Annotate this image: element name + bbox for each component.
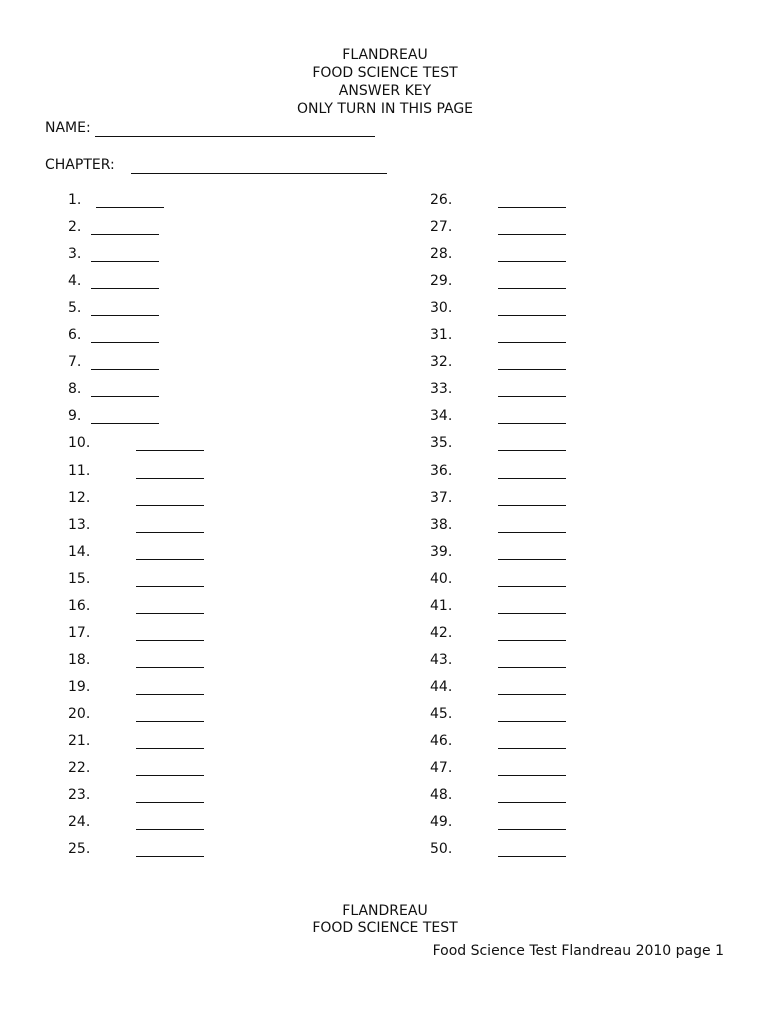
question-number: 30. <box>430 300 453 317</box>
question-number: 40. <box>430 570 453 587</box>
question-number: 6. <box>68 327 82 344</box>
question-number: 19. <box>68 678 91 695</box>
answer-blank[interactable] <box>91 288 159 289</box>
answer-blank[interactable] <box>498 396 566 397</box>
question-number: 7. <box>68 354 82 371</box>
name-label: NAME: <box>45 120 91 136</box>
test-title: FOOD SCIENCE TEST <box>312 65 458 81</box>
question-number: 21. <box>68 733 91 749</box>
question-number: 4. <box>68 273 82 290</box>
answer-blank[interactable] <box>498 694 566 695</box>
answer-blank[interactable] <box>498 342 566 343</box>
question-number: 17. <box>68 624 91 641</box>
answer-blank[interactable] <box>498 261 566 262</box>
question-number: 45. <box>430 705 453 722</box>
answer-blank[interactable] <box>498 423 566 424</box>
answer-blank[interactable] <box>91 315 159 316</box>
question-number: 27. <box>430 219 453 236</box>
question-number: 1. <box>68 192 82 208</box>
footer-test-title: FOOD SCIENCE TEST <box>312 920 458 936</box>
answer-blank[interactable] <box>91 234 159 235</box>
answer-blank[interactable] <box>136 532 204 533</box>
answer-blank[interactable] <box>136 856 204 857</box>
answer-blank[interactable] <box>498 802 566 803</box>
question-number: 22. <box>68 760 91 777</box>
question-number: 18. <box>68 651 91 668</box>
answer-blank[interactable] <box>136 829 204 830</box>
answer-blank[interactable] <box>498 829 566 830</box>
answer-blank[interactable] <box>498 667 566 668</box>
question-number: 3. <box>68 246 82 263</box>
question-number: 41. <box>430 597 453 614</box>
answer-blank[interactable] <box>136 505 204 506</box>
answer-blank[interactable] <box>136 694 204 695</box>
document-footer <box>0 903 770 937</box>
answer-blank[interactable] <box>498 532 566 533</box>
question-number: 12. <box>68 489 91 506</box>
question-number: 13. <box>68 516 91 533</box>
answer-blank[interactable] <box>136 586 204 587</box>
answer-blank[interactable] <box>498 586 566 587</box>
answer-blank[interactable] <box>498 450 566 451</box>
answer-blank[interactable] <box>136 775 204 776</box>
answer-blank[interactable] <box>498 234 566 235</box>
question-number: 20. <box>68 705 91 722</box>
question-number: 38. <box>430 516 453 533</box>
question-number: 26. <box>430 192 453 208</box>
question-number: 2. <box>68 219 82 236</box>
answer-blank[interactable] <box>498 478 566 479</box>
answer-blank[interactable] <box>498 505 566 506</box>
question-number: 48. <box>430 787 453 804</box>
instruction-title: ONLY TURN IN THIS PAGE <box>296 101 474 117</box>
answer-blank[interactable] <box>91 396 159 397</box>
question-number: 43. <box>430 651 453 668</box>
answer-blank[interactable] <box>498 369 566 370</box>
question-number: 29. <box>430 273 453 290</box>
answer-blank[interactable] <box>96 207 164 208</box>
chapter-label: CHAPTER: <box>45 157 115 173</box>
question-number: 33. <box>430 381 453 398</box>
answer-blank[interactable] <box>498 288 566 289</box>
answer-blank[interactable] <box>498 721 566 722</box>
question-number: 35. <box>430 435 453 452</box>
question-number: 32. <box>430 354 453 371</box>
question-number: 5. <box>68 300 82 317</box>
answer-blank[interactable] <box>498 613 566 614</box>
question-number: 15. <box>68 570 91 587</box>
question-number: 47. <box>430 760 453 777</box>
answer-blank[interactable] <box>498 559 566 560</box>
question-number: 39. <box>430 543 453 560</box>
answer-blank[interactable] <box>136 721 204 722</box>
question-number: 42. <box>430 624 453 641</box>
answer-blank[interactable] <box>498 748 566 749</box>
answer-key-title: ANSWER KEY <box>338 83 432 99</box>
answer-blank[interactable] <box>91 423 159 424</box>
question-number: 23. <box>68 787 91 804</box>
answer-blank[interactable] <box>498 640 566 641</box>
answer-blank[interactable] <box>136 640 204 641</box>
answer-blank[interactable] <box>136 802 204 803</box>
question-number: 46. <box>430 733 453 749</box>
question-number: 14. <box>68 543 91 560</box>
question-number: 37. <box>430 489 453 506</box>
answer-blank[interactable] <box>136 450 204 451</box>
footer-school: FLANDREAU <box>342 903 428 919</box>
answer-blank[interactable] <box>91 261 159 262</box>
question-number: 36. <box>430 462 453 479</box>
question-number: 10. <box>68 435 91 452</box>
question-number: 8. <box>68 381 82 398</box>
answer-blank[interactable] <box>498 856 566 857</box>
page-footer-note: Food Science Test Flandreau 2010 page 1 <box>432 943 724 959</box>
question-number: 28. <box>430 246 453 263</box>
answer-blank[interactable] <box>136 748 204 749</box>
answer-blank[interactable] <box>136 478 204 479</box>
question-number: 9. <box>68 408 82 425</box>
question-number: 16. <box>68 597 91 614</box>
question-number: 49. <box>430 814 453 831</box>
answer-blank[interactable] <box>136 559 204 560</box>
question-number: 44. <box>430 678 453 695</box>
answer-blank[interactable] <box>498 315 566 316</box>
school-title: FLANDREAU <box>342 47 428 63</box>
question-number: 34. <box>430 408 453 425</box>
question-number: 50. <box>430 841 453 858</box>
question-number: 24. <box>68 814 91 831</box>
question-number: 25. <box>68 841 91 858</box>
question-number: 11. <box>68 462 91 479</box>
answer-blank[interactable] <box>136 667 204 668</box>
answer-blank[interactable] <box>91 342 159 343</box>
answer-blank[interactable] <box>91 369 159 370</box>
answer-blank[interactable] <box>498 775 566 776</box>
answer-blank[interactable] <box>498 207 566 208</box>
question-number: 31. <box>430 327 453 344</box>
answer-blank[interactable] <box>136 613 204 614</box>
